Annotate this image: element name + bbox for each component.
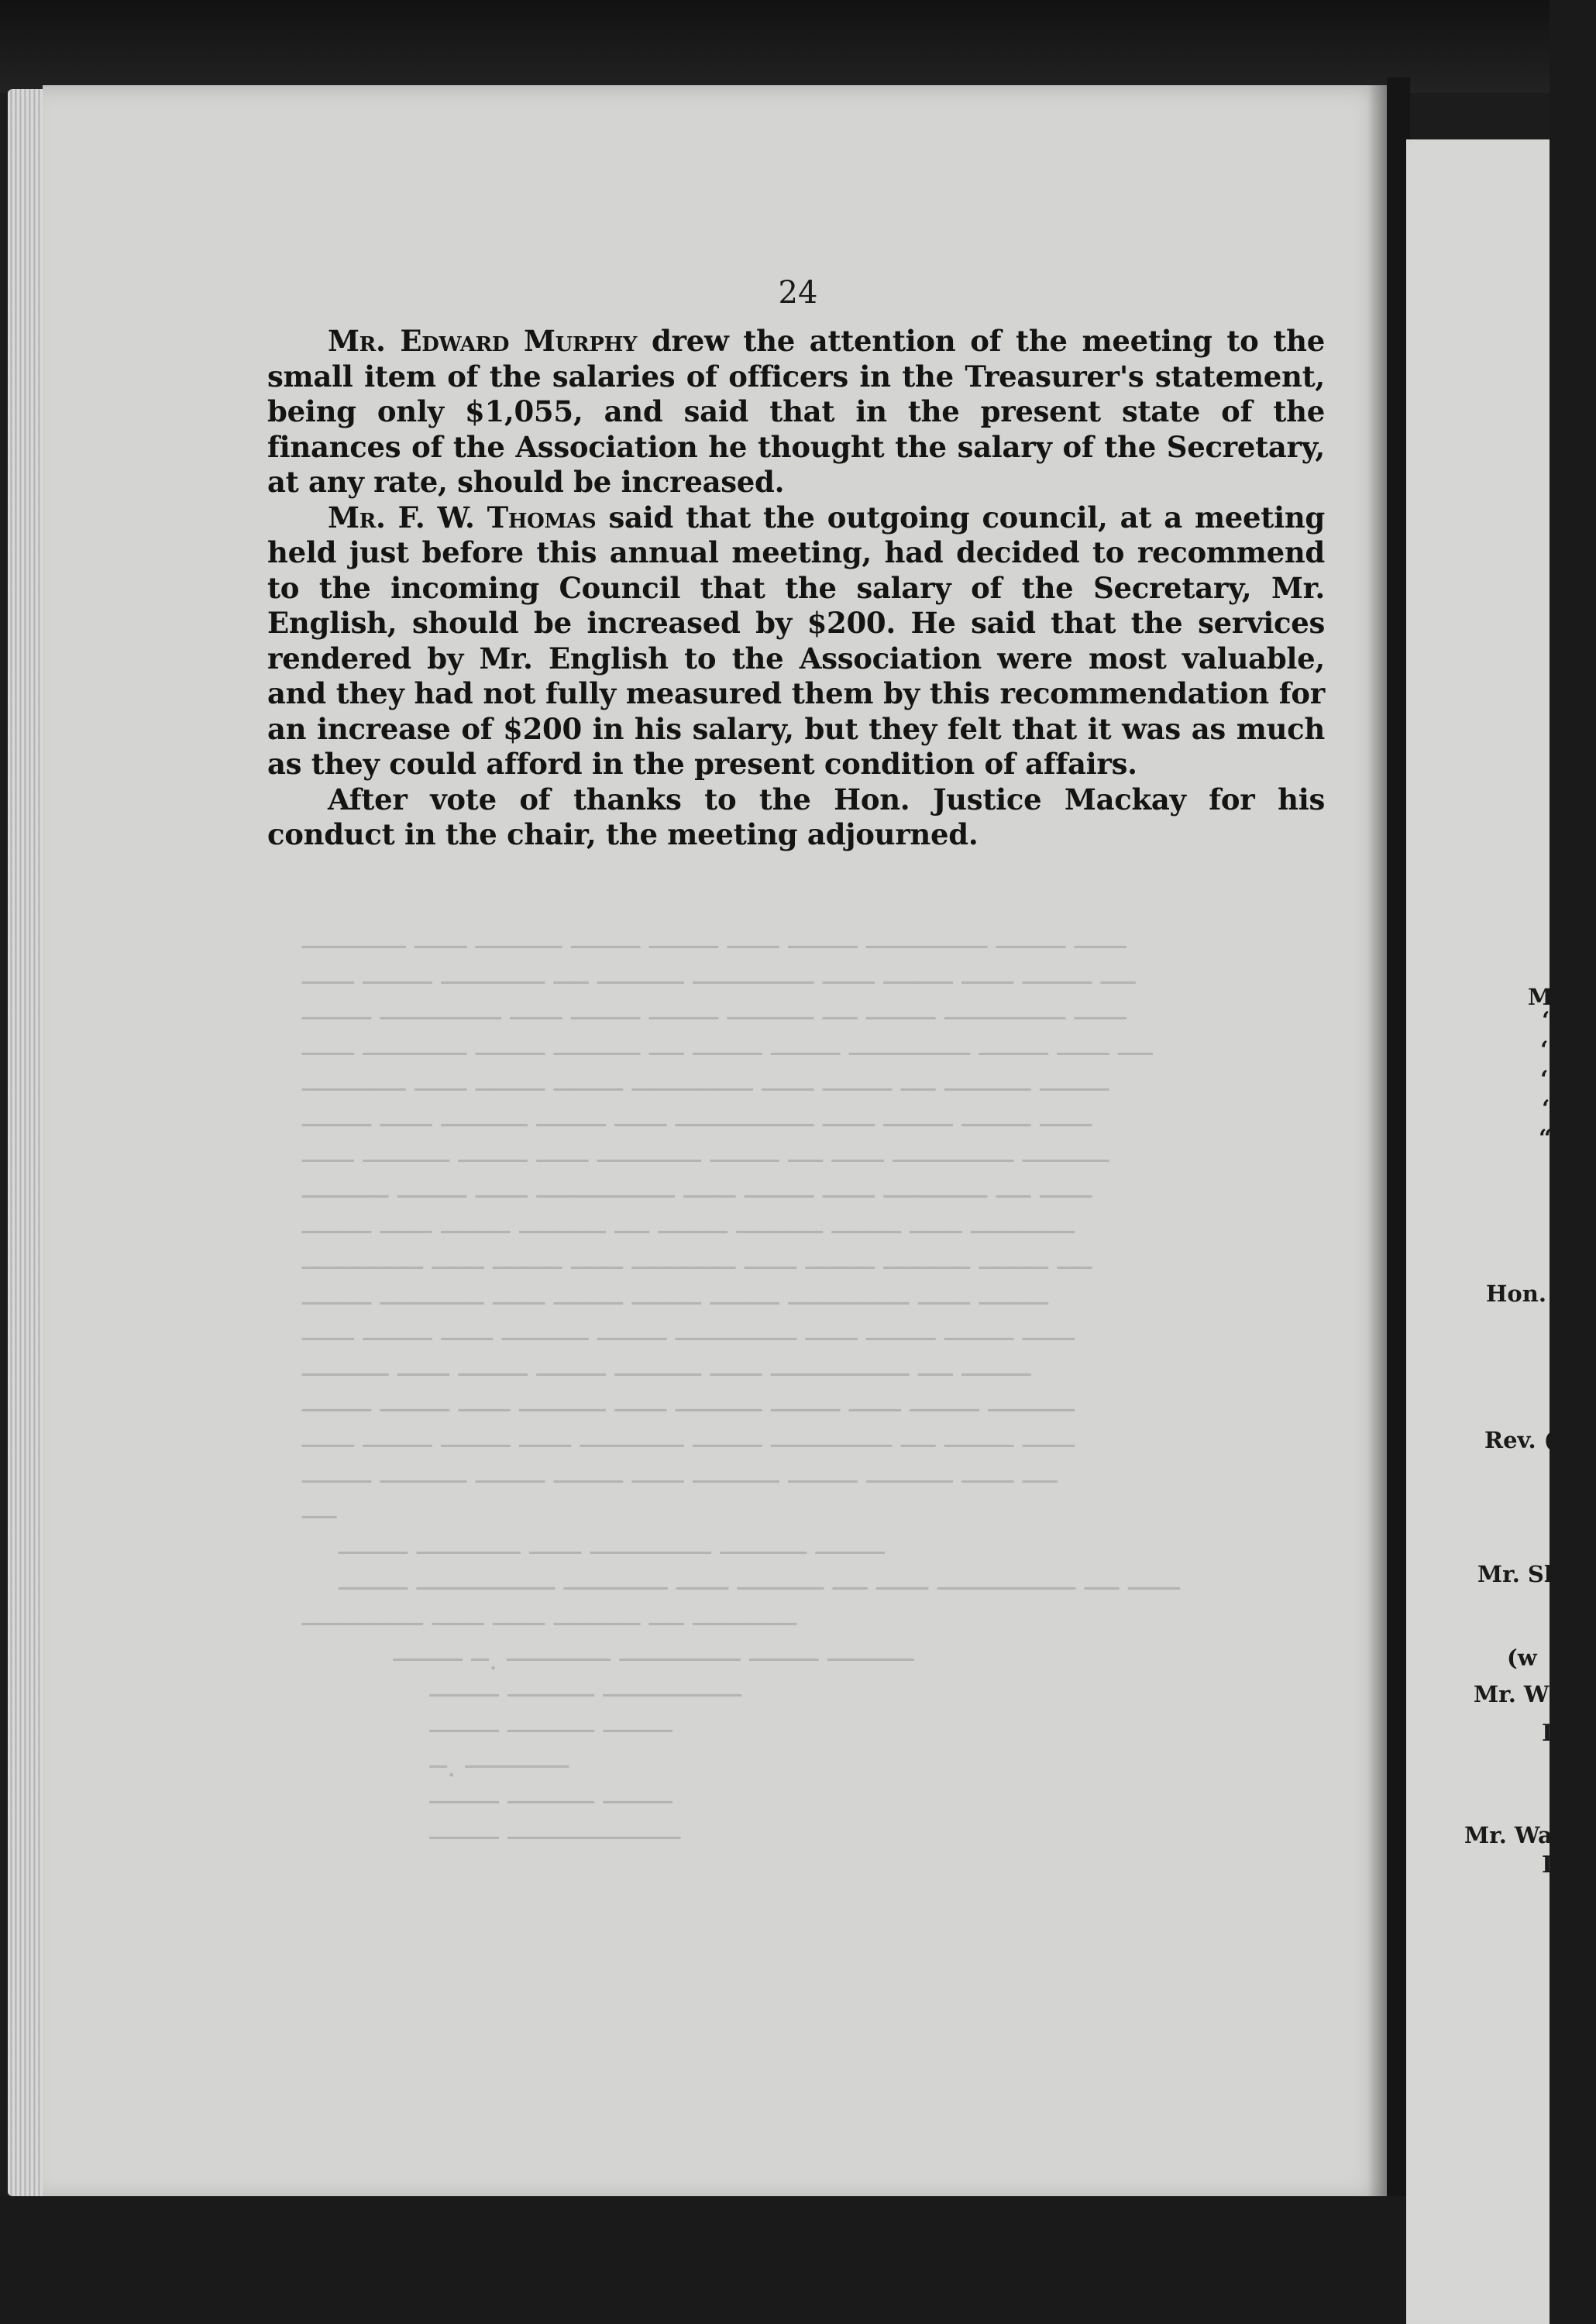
page-number: 24	[778, 275, 818, 311]
paragraph-murphy	[267, 324, 1325, 500]
paragraph-text: said that the outgoing council, at a meeting held just before this annual meeting, had decided to recommend to the incoming Council that the salary of the Secretary, Mr. English, should be increased by $200. He said that the services rendered by Mr. English to the Association were most valuable, and they had not fully measured them by this recommendation for an increase of $200 in his salary, but they felt that it was as much as they could afford in the present condition of affairs.	[267, 500, 1326, 781]
right-page	[1406, 139, 1553, 2324]
ditto-mark: ‘	[1542, 1007, 1550, 1034]
ditto-mark: “	[1539, 1125, 1553, 1152]
speaker-name: Mr. Edward Murphy	[328, 324, 638, 358]
paragraph-thomas	[267, 500, 1325, 782]
right-page-fragment: M	[1528, 984, 1553, 1010]
right-page-fragment: Mr. Wa	[1464, 1822, 1553, 1848]
paragraph-adjourned	[267, 782, 1325, 853]
scan-background-top	[0, 0, 1550, 93]
show-through-text: ────── ─── ───── ──── ──── ─── ──── ─────── ──── ─── ─── ──── ────── ── ───── ─────── ─── ──── ─── ──── ── ──── ─────── ─── ──── ──── ───── ── ──── ─────── ─── ─── ────── ──── ───── ── ──── ──── ─────── ──── ─── ── ────── ─── ──── ──── ─────── ─── ──── ── ───── ──── ──── ─── ───── ──── ─── ──────── ─── ──── ──── ─── ─── ───── ──── ─── ────── ──── ── ─── ─────── ───── ───── ──── ─── ──────── ─── ──── ─── ────── ── ─── ──── ─── ──── ───── ── ──── ───── ──── ─── ────── ─────── ─── ──── ─── ────── ─── ──── ───── ──── ── ──── ────── ─── ──── ──── ──── ─────── ─── ──── ─── ──── ─── ───── ──── ─────── ─── ──── ──── ─── ───── ─── ──── ──── ───── ─── ──────── ── ──── ──── ──── ─── ───── ─── ───── ──── ─── ──── ───── ─── ──── ──── ─── ────── ──── ─────── ── ──── ─── ──── ───── ──── ──── ─── ───── ──── ───── ─── ── ── ──── ────── ─── ─────── ───── ──── ──── ──────── ────── ─── ───── ── ─── ──────── ── ─── ─────── ─── ─── ───── ── ────── ──── ─. ────── ─────── ──── ───── ──── ───── ──────── ──── ───── ──── ─. ────── ──── ───── ──── ──── ──────────	[302, 930, 1181, 1855]
ditto-mark: ‘	[1540, 1037, 1549, 1064]
right-page-fragment: Mr. Sl	[1477, 1561, 1553, 1587]
speaker-name: Mr. F. W. Thomas	[328, 500, 597, 535]
right-page-mark: I	[1542, 1851, 1553, 1879]
right-page-fragment: Rev. (	[1484, 1427, 1555, 1453]
ditto-mark: ‘	[1540, 1066, 1549, 1093]
right-page-fragment: Hon.	[1486, 1281, 1546, 1307]
right-page-fragment: Mr. W	[1474, 1681, 1550, 1707]
right-page-mark: I	[1542, 1720, 1553, 1747]
body-text	[267, 324, 1325, 853]
scan-background-bottom	[0, 2196, 1406, 2324]
ditto-mark: ‘	[1542, 1095, 1550, 1122]
paragraph-text: After vote of thanks to the Hon. Justice Mackay for his conduct in the chair, the meeting adjourned.	[267, 782, 1325, 851]
paragraph-text: drew the attention of the meeting to the small item of the salaries of officers in the Treasurer's statement, being only $1,055, and said that in the present state of the finances of the Association he thought the salary of the Secretary, at any rate, should be increased.	[267, 324, 1325, 499]
right-page-fragment: (w	[1507, 1645, 1537, 1671]
